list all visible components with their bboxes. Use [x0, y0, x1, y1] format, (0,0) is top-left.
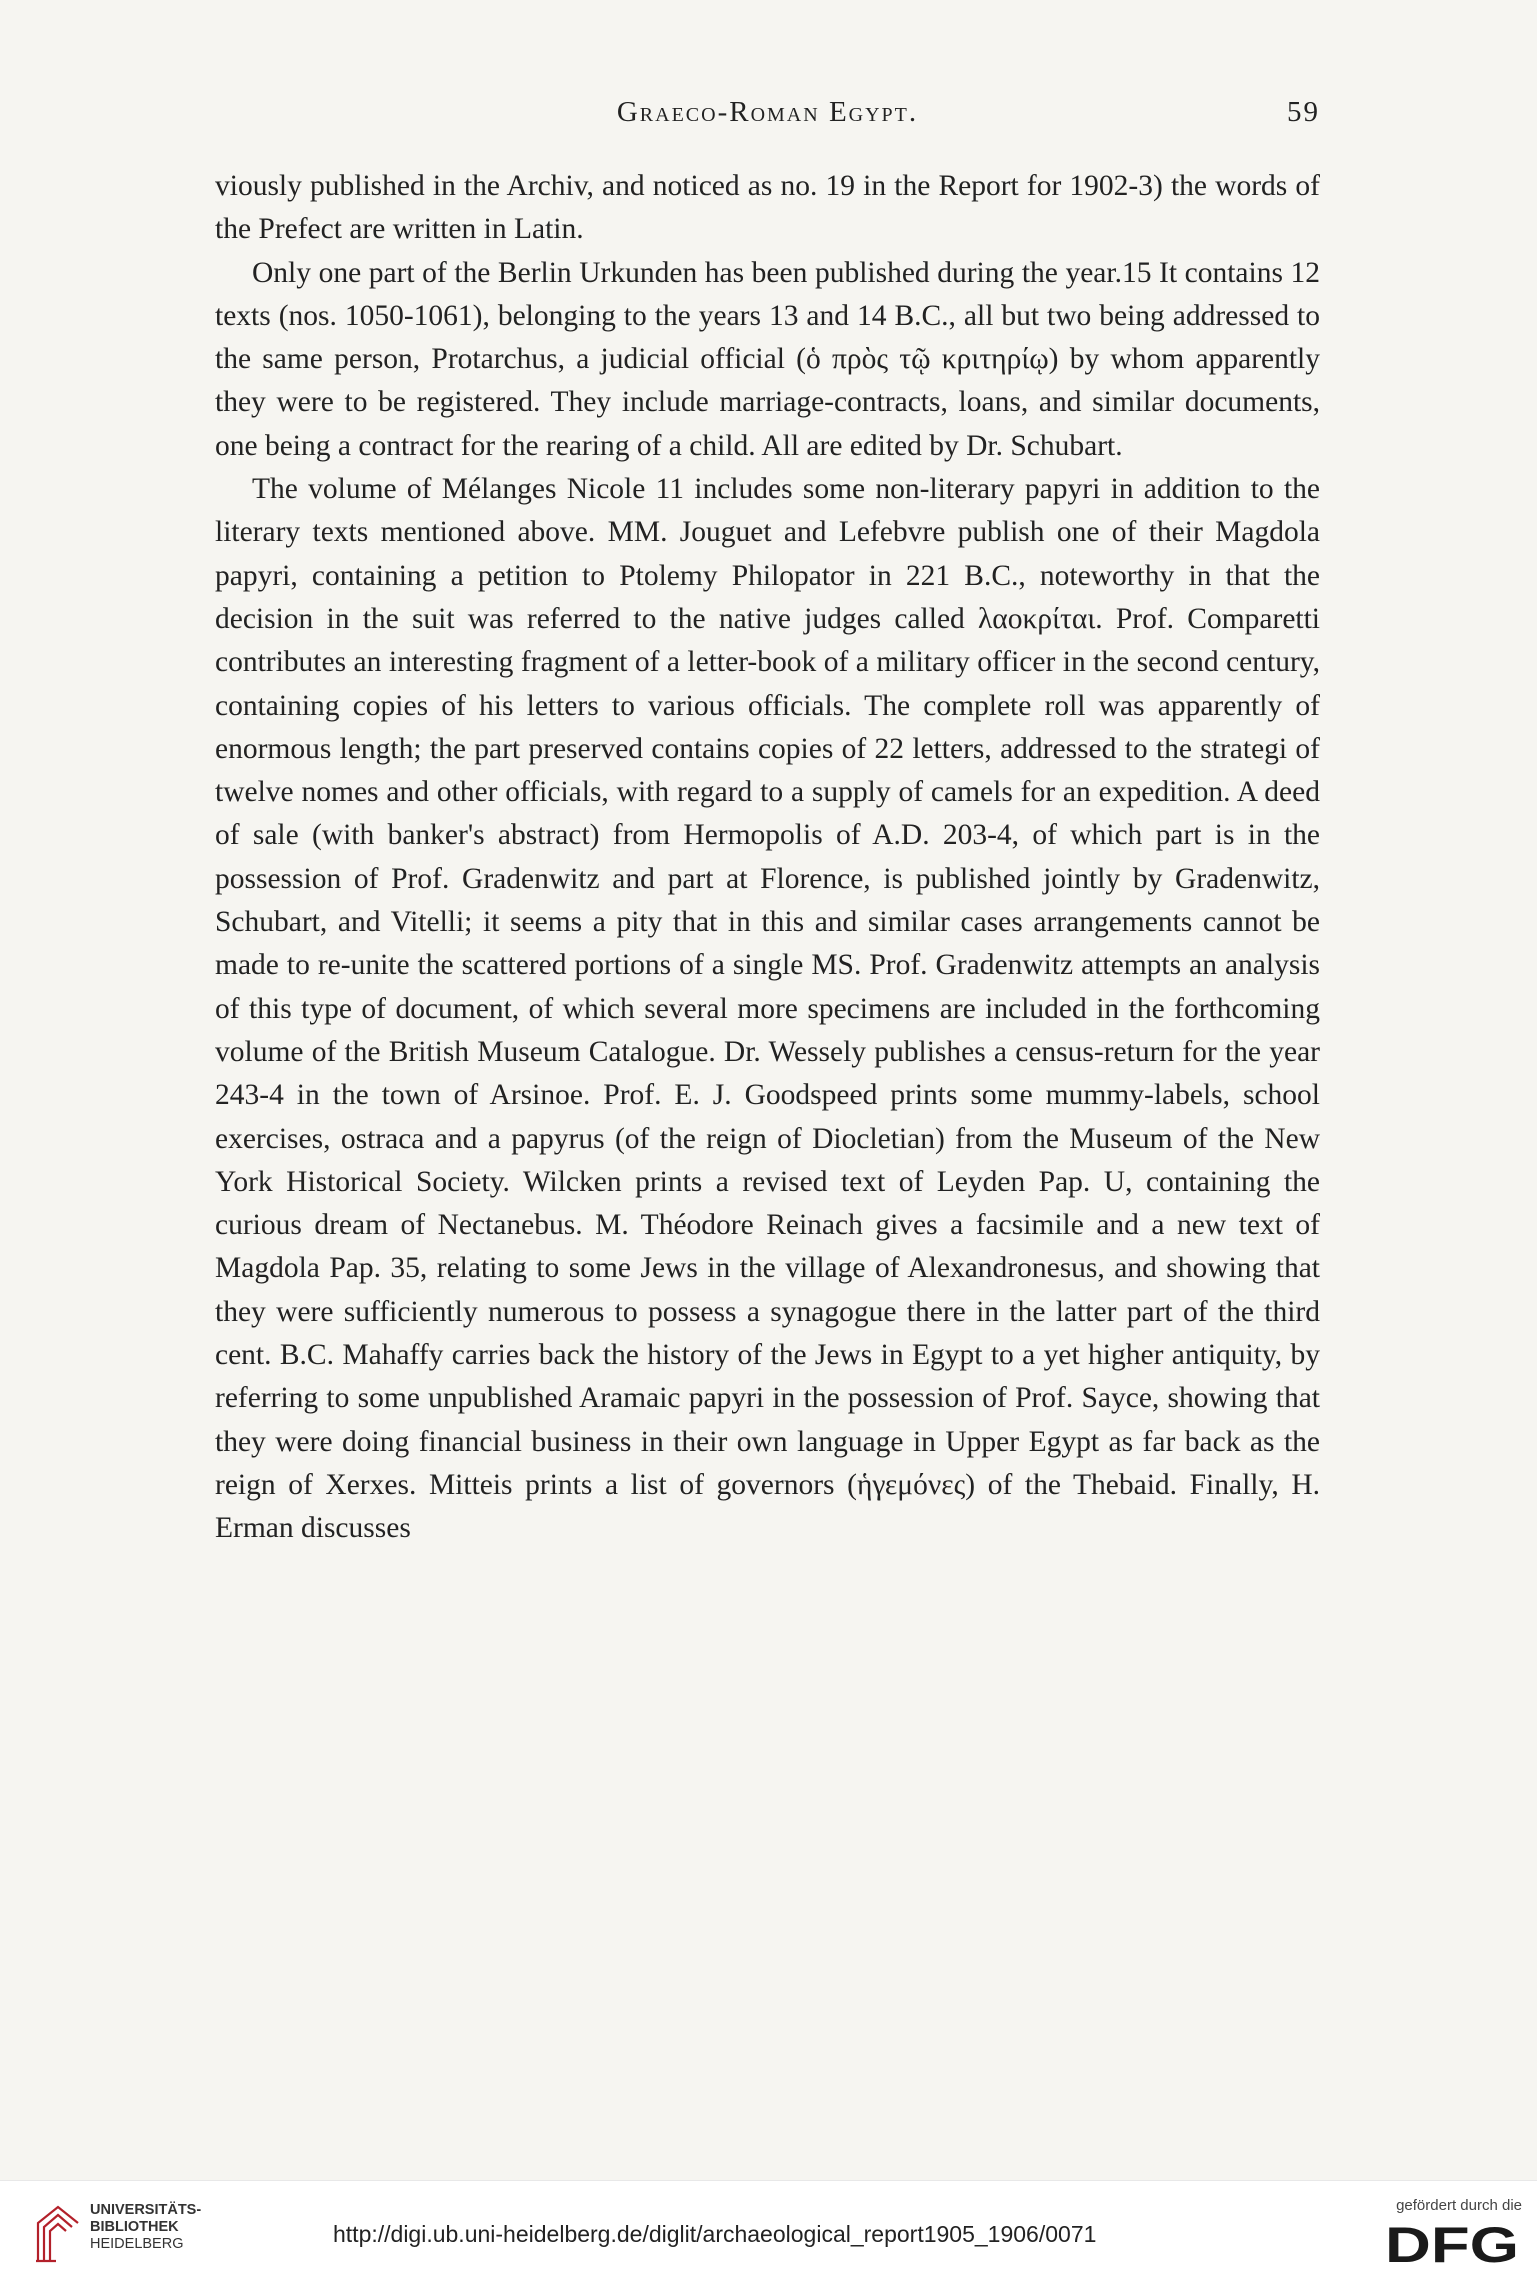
page-number: 59 — [1287, 96, 1320, 128]
permalink[interactable]: http://digi.ub.uni-heidelberg.de/diglit/archaeological_report1905_1906/0071 — [333, 2221, 1097, 2247]
paragraph: viously published in the Archiv, and noticed as no. 19 in the Report for 1902-3) the words of the Prefect are written in Latin. — [215, 170, 1320, 246]
running-title: Graeco-Roman Egypt. — [616, 96, 919, 128]
dfg-logo-text: DFG — [1385, 2222, 1519, 2266]
library-name — [90, 2202, 201, 2253]
library-name-line: UNIVERSITÄTS- — [90, 2202, 202, 2218]
university-library-logo-icon — [34, 2203, 82, 2263]
running-head — [215, 96, 1320, 140]
funder-caption: gefördert durch die — [1396, 2197, 1522, 2214]
library-name-line: BIBLIOTHEK — [90, 2219, 179, 2235]
paragraph: The volume of Mélanges Nicole 11 includes some non-literary papyri in addition to the literary texts mentioned above. MM. Jouguet and Lefebvre publish one of their Magdola papyri, containing a petition to Ptolemy Philopator in 221 B.C., noteworthy in that the decision in the suit was referred to the native judges called λαοκρίται. Prof. Comparetti contributes an interesting fragment of a letter-book of a military officer in the second century, containing copies of his letters to various officials. The complete roll was apparently of enormous length; the part preserved contains copies of 22 letters, addressed to the strategi of twelve nomes and other officials, with regard to a supply of camels for an expedition. A deed of sale (with banker's abstract) from Hermopolis of A.D. 203-4, of which part is in the possession of Prof. Gradenwitz and part at Florence, is published jointly by Gradenwitz, Schubart, and Vitelli; it seems a pity that in this and similar cases arrangements cannot be made to re-unite the scattered portions of a single MS. Prof. Gradenwitz attempts an analysis of this type of document, of which several more specimens are included in the forthcoming volume of the British Museum Catalogue. Dr. Wessely publishes a census-return for the year 243-4 in the town of Arsinoe. Prof. E. J. Goodspeed prints some mummy-labels, school exercises, ostraca and a papyrus (of the reign of Diocletian) from the Museum of the New York Historical Society. Wilcken prints a revised text of Leyden Pap. U, containing the curious dream of Nectanebus. M. Théodore Reinach gives a facsimile and a new text of Magdola Pap. 35, relating to some Jews in the village of Alexandronesus, and showing that they were sufficiently numerous to possess a synagogue there in the latter part of the third cent. B.C. Mahaffy carries back the history of the Jews in Egypt to a yet higher antiquity, by referring to some unpublished Aramaic papyri in the possession of Prof. Sayce, showing that they were doing financial business in their own language in Upper Egypt as far back as the reign of Xerxes. Mitteis prints a list of governors (ἡγεμόνες) of the Thebaid. Finally, H. Erman discusses — [215, 473, 1320, 1545]
library-name-line: HEIDELBERG — [90, 2236, 184, 2252]
viewer-footer — [0, 2180, 1537, 2280]
paragraph: Only one part of the Berlin Urkunden has been published during the year.15 It contains 12 texts (nos. 1050-1061), belonging to the years 13 and 14 B.C., all but two being addressed to the same person, Protarchus, a judicial official (ὁ πρὸς τῷ κριτηρίῳ) by whom apparently they were to be registered. They include marriage-contracts, loans, and similar documents, one being a contract for the rearing of a child. All are edited by Dr. Schubart. — [215, 256, 1320, 462]
dfg-logo-icon — [1385, 2222, 1521, 2266]
body-text — [215, 165, 1320, 1551]
